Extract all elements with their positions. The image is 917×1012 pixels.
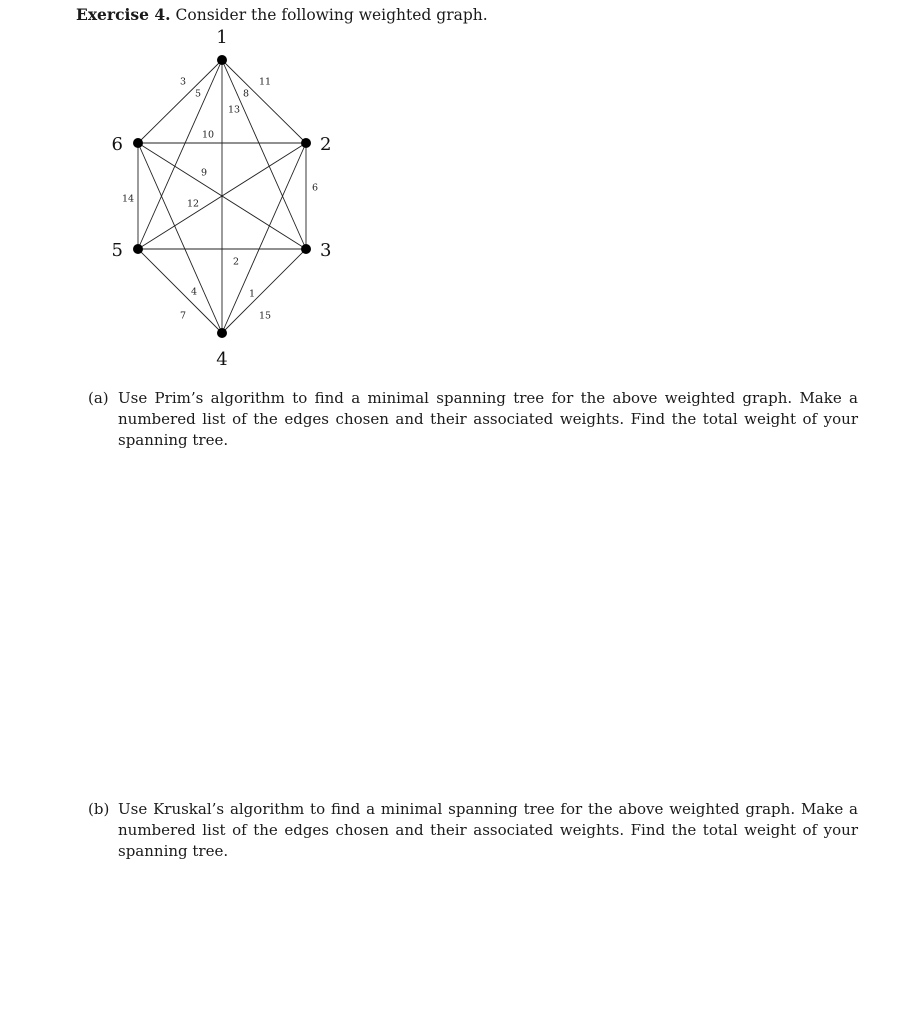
vertex-label-3: 3 xyxy=(320,240,332,261)
weight-label-3-5: 2 xyxy=(232,256,240,268)
weighted-graph xyxy=(0,0,917,380)
vertex-1 xyxy=(217,55,227,65)
weight-label-1-2: 11 xyxy=(258,76,272,88)
vertex-3 xyxy=(301,244,311,254)
vertex-5 xyxy=(133,244,143,254)
weight-label-1-4: 13 xyxy=(227,104,241,116)
question-a xyxy=(88,388,858,451)
edge-1-5 xyxy=(138,60,222,249)
vertex-label-2: 2 xyxy=(320,134,332,155)
weight-label-4-5: 7 xyxy=(179,310,187,322)
edge-4-6 xyxy=(138,143,222,333)
exercise-label: Exercise 4. xyxy=(76,5,171,24)
weight-label-3-6: 9 xyxy=(200,167,208,179)
weight-label-2-3: 6 xyxy=(311,182,319,194)
weight-label-2-5: 12 xyxy=(186,198,200,210)
weight-label-1-6: 3 xyxy=(179,76,187,88)
weight-label-1-5: 5 xyxy=(194,88,202,100)
vertex-label-5: 5 xyxy=(111,240,123,261)
weight-label-1-3: 8 xyxy=(242,88,250,100)
vertex-6 xyxy=(133,138,143,148)
weight-label-5-6: 14 xyxy=(121,193,135,205)
question-b-text: Use Kruskal’s algorithm to find a minimal spanning tree for the above weighted graph. Make a numbered list of the edges chosen and their associated weights. Find the total weight of your spanning tree. xyxy=(118,800,858,860)
question-b-label: (b) xyxy=(88,800,110,818)
edge-2-4 xyxy=(222,143,306,333)
vertex-2 xyxy=(301,138,311,148)
question-a-text: Use Prim’s algorithm to find a minimal spanning tree for the above weighted graph. Make a numbered list of the edges chosen and their associated weights. Find the total weight of your spanning tree. xyxy=(118,389,858,449)
edge-1-3 xyxy=(222,60,306,249)
edge-1-2 xyxy=(222,60,306,143)
vertex-label-1: 1 xyxy=(216,27,228,48)
weight-label-2-4: 1 xyxy=(248,288,256,300)
weight-label-4-6: 4 xyxy=(190,286,198,298)
vertex-label-6: 6 xyxy=(111,134,123,155)
exercise-intro: Consider the following weighted graph. xyxy=(175,6,488,24)
weight-label-3-4: 15 xyxy=(258,310,272,322)
vertex-label-4: 4 xyxy=(216,349,228,370)
question-b xyxy=(88,799,858,862)
weight-label-2-6: 10 xyxy=(201,129,215,141)
question-a-label: (a) xyxy=(88,389,109,407)
vertex-4 xyxy=(217,328,227,338)
